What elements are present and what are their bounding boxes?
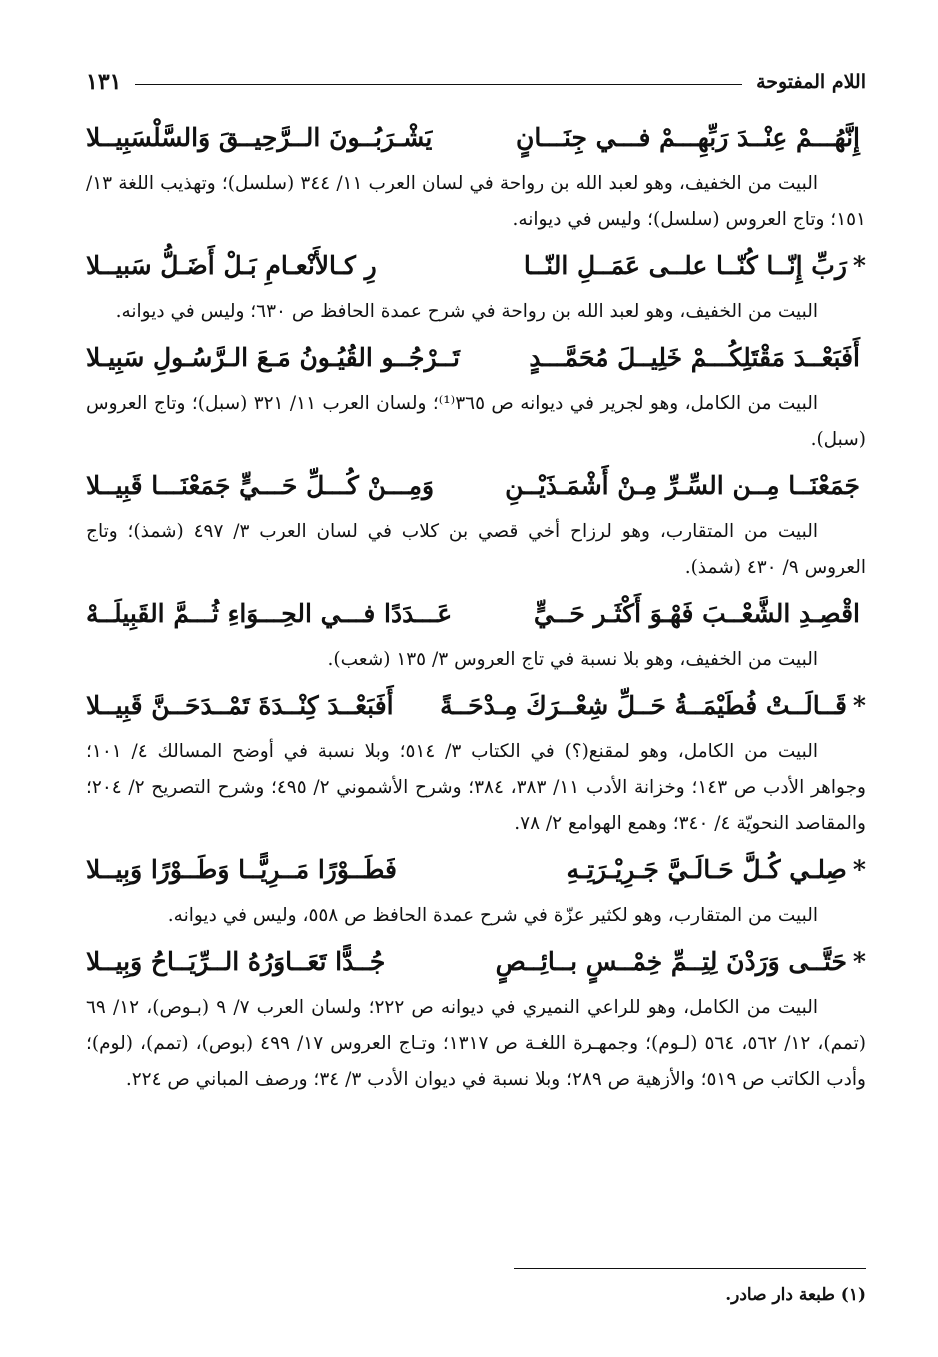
first-hemistich <box>534 586 866 642</box>
footnote-rule <box>514 1268 866 1269</box>
verse-entry-3 <box>86 330 866 458</box>
verse-note: البيت من الخفيف، وهو بلا نسبة في تاج العروس ٣/ ١٣٥ (شعب). <box>327 649 818 670</box>
verse-line <box>86 238 866 294</box>
first-hemistich <box>566 842 866 898</box>
second-hemistich: عَـــدَدًا فـــي الحِـــوَاءِ ثُـــمَّ القَبِيلَــهْ <box>86 599 453 628</box>
first-hemistich <box>524 238 866 294</box>
verse-line <box>86 586 866 642</box>
second-hemistich: جُــدًّا تَعَــاوَرُهُ الــرِّيَــاحُ وَبِيــلا <box>86 947 386 976</box>
verse-note: البيت من المتقارب، وهو لكثير عزّة في شرح عمدة الحافظ ص ٥٥٨، وليس في ديوانه. <box>167 905 818 926</box>
verse-entry-4 <box>86 458 866 586</box>
second-hemistich: فَطَــوْرًا مَــرِيًّــا وَطَــوْرًا وَبِيــلا <box>86 855 397 884</box>
first-hemistich-text: إِنَّهُـــمْ عِنْــدَ رَبِّهِـــمْ فـــي جِنَـــانٍ <box>516 123 860 152</box>
second-hemistich: يَشْـرَبُــونَ الــرَّحِيــقَ وَالسَّلْسَبِيــلا <box>86 123 433 152</box>
verse-star-marker: * <box>852 855 866 884</box>
verse-entry-8 <box>86 934 866 1098</box>
footnote: (١) طبعة دار صادر. <box>725 1285 866 1305</box>
page-header <box>86 62 866 102</box>
verse-entry-6 <box>86 678 866 842</box>
first-hemistich-text: قَــالَــتْ فُطَيْمَــةُ حَــلِّ شِعْــرَكَ مِـدْحَــةً <box>440 691 847 720</box>
verse-note: البيت من الكامل، وهو لمقنع(؟) في الكتاب ٣/ ٥١٤؛ وبلا نسبة في أوضح المسالك ٤/ ١٠١؛ وجواهر الأدب ص ١٤٣؛ وخزانة الأدب ١١/ ٣٨٣، ٣٨٤؛ وشرح الأشموني ٢/ ٤٩٥؛ وشرح التصريح ٢/ ٢٠٤؛ والمقاصد النحويّة ٤/ ٣٤٠؛ وهمع الهوامع ٢/ ٧٨. <box>86 741 866 834</box>
verse-star-marker: * <box>852 947 866 976</box>
verse-star-marker: * <box>852 251 866 280</box>
verse-note: البيت من الخفيف، وهو لعبد الله بن رواحة في لسان العرب ١١/ ٣٤٤ (سلسل)؛ وتهذيب اللغة ١٣/ ١٥١؛ وتاج العروس (سلسل)؛ وليس في ديوانه. <box>86 173 866 230</box>
verse-note: البيت من المتقارب، وهو لرزاح أخي قصي بن كلاب في لسان العرب ٣/ ٤٩٧ (شمذ)؛ وتاج العروس ٩/ ٤٣٠ (شمذ). <box>86 521 866 578</box>
first-hemistich-text: اقْصِـدِ الشَّعْــبَ فَهْـوَ أَكْثَـر حَــيٍّ <box>533 599 860 628</box>
verse-entry-1 <box>86 110 866 238</box>
page-content <box>86 110 866 1098</box>
running-title: اللام المفتوحة <box>756 71 866 93</box>
verse-entry-5 <box>86 586 866 678</box>
second-hemistich: تَــرْجُــو القُيُـونُ مَـعَ الـرَّسُـولِ سَبِيـلا <box>86 343 460 372</box>
first-hemistich <box>529 330 866 386</box>
first-hemistich <box>440 678 866 734</box>
verse-star-marker: * <box>852 691 866 720</box>
verse-note: البيت من الكامل، وهو للراعي النميري في ديوانه ص ٢٢٢؛ ولسان العرب ٧/ ٩ (بـوص)، ١٢/ ٦٩ (تمم)، ١٢/ ٥٦٢، ٥٦٤ (لـوم)؛ وجمهـرة اللغـة ص ١٣١٧؛ وتـاج العروس ١٧/ ٤٩٩ (بوص)، (تمم)، (لوم)؛ وأدب الكاتب ص ٥١٩؛ والأزهية ص ٢٨٩؛ وبلا نسبة في ديوان الأدب ٣/ ٣٤؛ ورصف المباني ص ٢٢٤. <box>86 997 866 1090</box>
verse-line <box>86 458 866 514</box>
first-hemistich-text: أَفَبَعْــدَ مَقْتَلِكُـــمْ خَلِيــلَ مُحَمَّـــدٍ <box>529 343 860 372</box>
first-hemistich <box>505 458 866 514</box>
verse-line <box>86 330 866 386</box>
verse-line <box>86 678 866 734</box>
second-hemistich: رِ كـالأَنْعـامِ بَـلْ أَضَـلُّ سَبيــلا <box>86 251 377 280</box>
second-hemistich: أَفَبَعْــدَ كِنْــدَةَ تَمْــدَحَــنَّ قَبِيــلا <box>86 691 394 720</box>
second-hemistich: وَمِـــنْ كُـــلِّ حَـــيٍّ جَمَعْنَـــا قَبِيــلا <box>86 471 435 500</box>
verse-entry-7 <box>86 842 866 934</box>
verse-note: البيت من الكامل، وهو لجرير في ديوانه ص ٣٦٥⁽¹⁾؛ ولسان العرب ١١/ ٣٢١ (سبل)؛ وتاج العروس (سبل). <box>86 393 866 450</box>
verse-note: البيت من الخفيف، وهو لعبد الله بن رواحة في شرح عمدة الحافظ ص ٦٣٠؛ وليس في ديوانه. <box>115 301 818 322</box>
first-hemistich <box>516 110 866 166</box>
first-hemistich-text: جَمَعْنَــا مِــن السِّـرِّ مِـنْ أَشْمَـذَيْــنِ <box>505 471 860 500</box>
verse-line <box>86 934 866 990</box>
verse-line <box>86 110 866 166</box>
first-hemistich <box>496 934 866 990</box>
verse-entry-2 <box>86 238 866 330</box>
header-rule <box>135 84 742 85</box>
first-hemistich-text: رَبِّ إِنّــا كُنّــا علــى عَمَــلِ النّــا <box>523 251 847 280</box>
first-hemistich-text: صِلـي كُـلَّ حَـالَـيَّ جَـرِيْـرَتِـهِ <box>566 855 847 884</box>
verse-line <box>86 842 866 898</box>
page-number: ١٣١ <box>86 69 122 95</box>
first-hemistich-text: حَتَّــى وَرَدْنَ لِتِــمِّ خِمْــسٍ بــائِــصٍ <box>495 947 847 976</box>
